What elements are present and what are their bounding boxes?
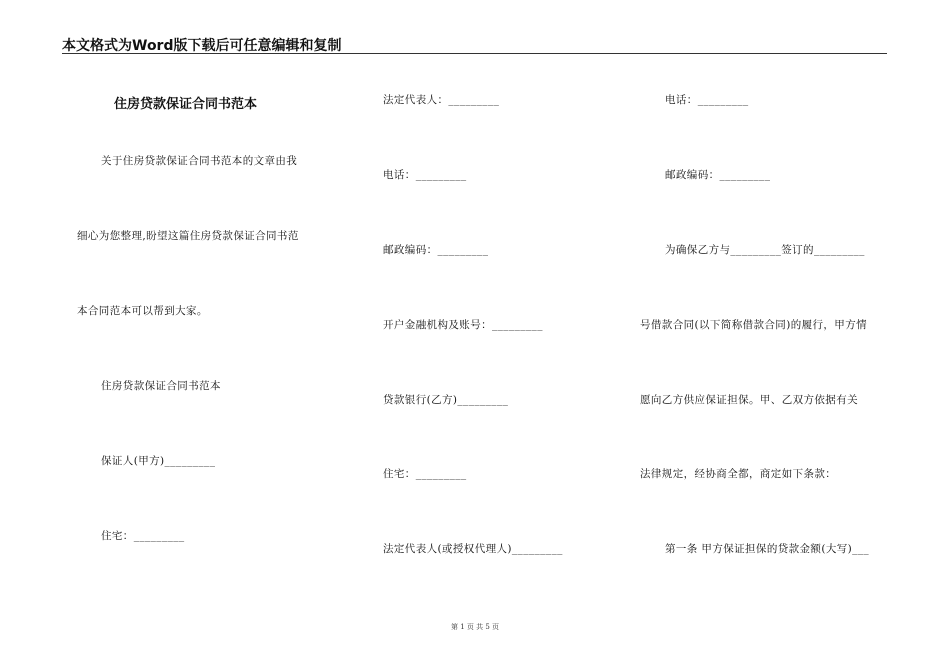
header-banner-text: 本文格式为Word版下载后可任意编辑和复制 (62, 38, 342, 54)
col1-line-2: 细心为您整理,盼望这篇住房贷款保证合同书范 (77, 230, 299, 242)
header-banner (62, 33, 887, 54)
col2-line-1: 法定代表人：_________ (383, 94, 500, 106)
col3-line-5: 愿向乙方供应保证担保。甲、乙双方依据有关 (640, 394, 858, 406)
document-title: 住房贷款保证合同书范本 (114, 97, 258, 112)
col3-line-6: 法律规定，经协商全都，商定如下条款： (640, 468, 837, 480)
col2-line-2: 电话：_________ (383, 169, 467, 181)
col2-line-5: 贷款银行(乙方)_________ (383, 394, 509, 406)
col3-line-7: 第一条 甲方保证担保的贷款金额(大写)___ (665, 543, 870, 555)
col2-line-3: 邮政编码：_________ (383, 244, 489, 256)
col1-line-4: 住房贷款保证合同书范本 (101, 380, 221, 392)
col2-line-7: 法定代表人(或授权代理人)_________ (383, 543, 563, 555)
col2-line-4: 开户金融机构及账号：_________ (383, 319, 543, 331)
col1-line-5: 保证人(甲方)_________ (101, 455, 216, 467)
col3-line-1: 电话：_________ (665, 94, 749, 106)
col1-line-3: 本合同范本可以帮到大家。 (77, 305, 208, 317)
col1-line-6: 住宅：_________ (101, 530, 185, 542)
col3-line-3: 为确保乙方与_________签订的_________ (665, 244, 865, 256)
col3-line-2: 邮政编码：_________ (665, 169, 771, 181)
page-indicator: 第 1 页 共 5 页 (450, 623, 500, 631)
col3-line-4: 号借款合同(以下简称借款合同)的履行，甲方情 (640, 319, 867, 331)
col1-line-1: 关于住房贷款保证合同书范本的文章由我 (101, 155, 298, 167)
col2-line-6: 住宅：_________ (383, 468, 467, 480)
